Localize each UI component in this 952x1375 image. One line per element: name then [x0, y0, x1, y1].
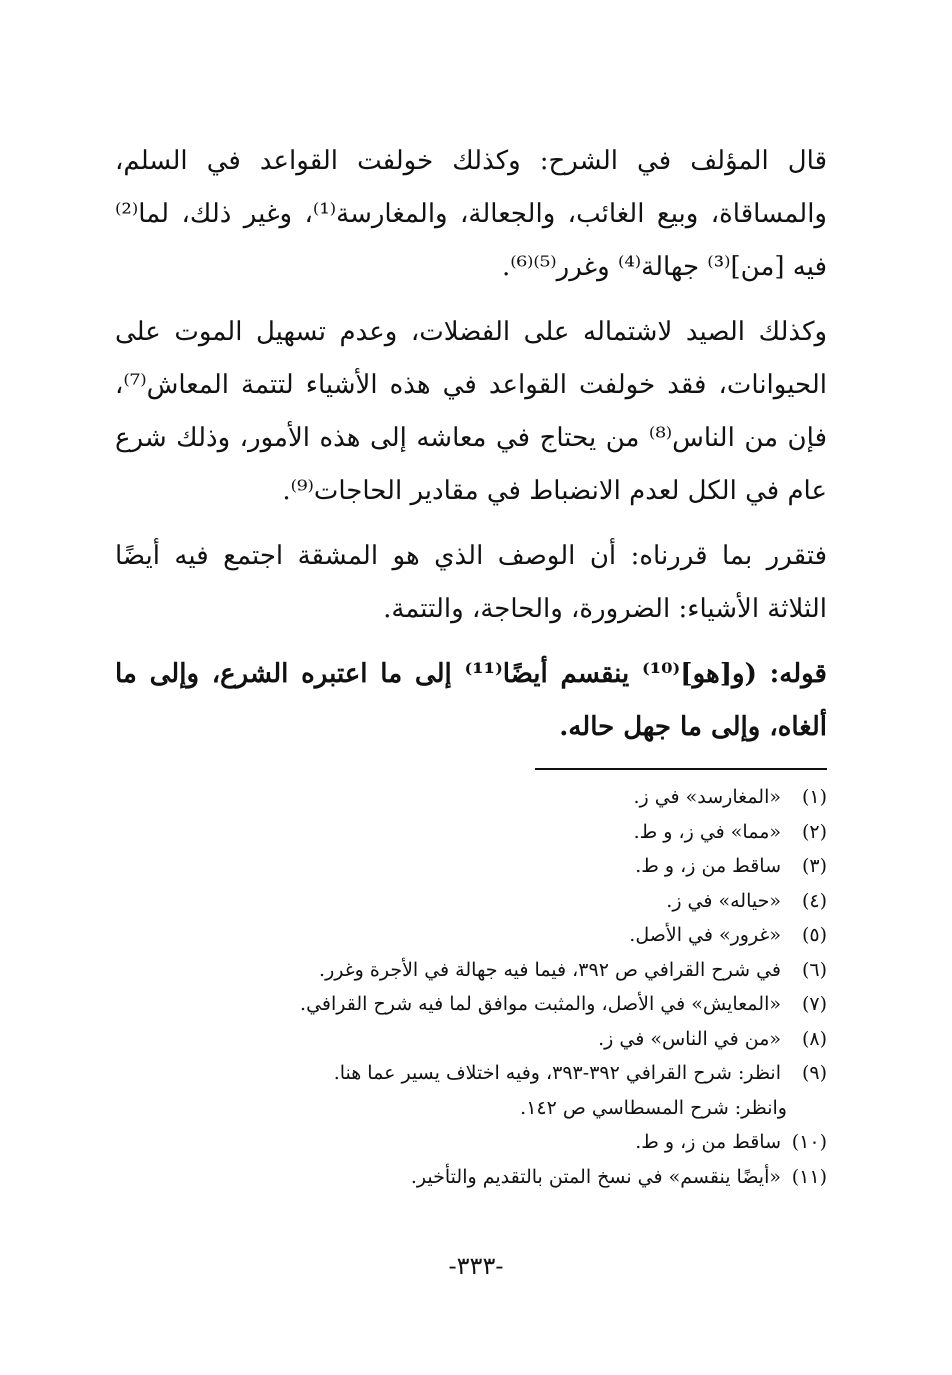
page-number: -٣٣٣-	[448, 1252, 504, 1280]
footnote-number: (١١)	[791, 1165, 827, 1188]
footnote-text: ساقط من ز، و ط.	[635, 855, 781, 877]
footnote	[115, 815, 827, 850]
page-body	[115, 135, 827, 1194]
footnote-text: «أيضًا ينقسم» في نسخ المتن بالتقديم والتأخير.	[410, 1165, 781, 1188]
footnote	[115, 780, 827, 815]
footnote	[115, 1125, 827, 1160]
footnote-text: في شرح القرافي ص ٣٩٢، فيما فيه جهالة في الأجرة وغرر.	[319, 958, 781, 981]
footnote-text: ساقط من ز، و ط.	[635, 1131, 781, 1153]
footnote-text: انظر: شرح القرافي ٣٩٢-٣٩٣، وفيه اختلاف يسير عما هنا.	[333, 1062, 781, 1084]
footnote-text: «من في الناس» في ز.	[598, 1027, 781, 1050]
footnote-number: (٥)	[801, 924, 827, 946]
footnote-continuation	[115, 1091, 827, 1126]
footnote-text: «المعايش» في الأصل، والمثبت موافق لما فيه شرح القرافي.	[300, 993, 781, 1015]
footnote-text: «غرور» في الأصل.	[629, 924, 781, 946]
footnote	[115, 884, 827, 919]
footnote	[115, 987, 827, 1022]
paragraph-3: فتقرر بما قررناه: أن الوصف الذي هو المشقة اجتمع فيه أيضًا الثلاثة الأشياء: الضرورة، والحاجة، والتتمة.	[115, 541, 827, 624]
footnote	[115, 1022, 827, 1057]
footnote-number: (١٠)	[791, 1131, 827, 1153]
paragraph-1: قال المؤلف في الشرح: وكذلك خولفت القواعد في السلم، والمساقاة، وبيع الغائب، والجعالة، والمغارسة⁽¹⁾، وغير ذلك، لما⁽²⁾ فيه [من]⁽³⁾ جهالة⁽⁴⁾ وغرر⁽⁵⁾⁽⁶⁾.	[115, 146, 827, 282]
footnote	[115, 953, 827, 988]
footnote-text: «حياله» في ز.	[666, 889, 781, 912]
footnote	[115, 1056, 827, 1091]
paragraph-4-quote: قوله: (و[هو]⁽¹⁰⁾ ينقسم أيضًا⁽¹¹⁾ إلى ما اعتبره الشرع، وإلى ما ألغاه، وإلى ما جهل حاله.	[115, 659, 827, 742]
footnote-number: (٩)	[801, 1062, 827, 1084]
footnote-number: (٢)	[801, 820, 827, 843]
paragraph-2: وكذلك الصيد لاشتماله على الفضلات، وعدم تسهيل الموت على الحيوانات، فقد خولفت القواعد في هذه الأشياء لتتمة المعاش⁽⁷⁾، فإن من الناس⁽⁸⁾ من يحتاج في معاشه إلى هذه الأمور، وذلك شرع عام في الكل لعدم الانضباط في مقادير الحاجات⁽⁹⁾.	[115, 317, 828, 506]
footnote-number: (١)	[801, 786, 827, 808]
footnote-text: «مما» في ز، و ط.	[633, 820, 781, 843]
footnote-text: «المغارسد» في ز.	[633, 786, 781, 808]
footnote-number: (٨)	[801, 1027, 827, 1050]
footnote	[115, 849, 827, 884]
footnote	[115, 1160, 827, 1195]
footnote	[115, 918, 827, 953]
footnote-number: (٤)	[801, 889, 827, 912]
footnotes-list	[115, 780, 827, 1194]
footnote-number: (٧)	[801, 993, 827, 1015]
footnote-text: وانظر: شرح المسطاسي ص ١٤٢.	[520, 1096, 787, 1119]
footnote-number: (٦)	[801, 958, 827, 981]
footnote-separator	[535, 768, 827, 770]
footnote-number: (٣)	[801, 855, 827, 877]
